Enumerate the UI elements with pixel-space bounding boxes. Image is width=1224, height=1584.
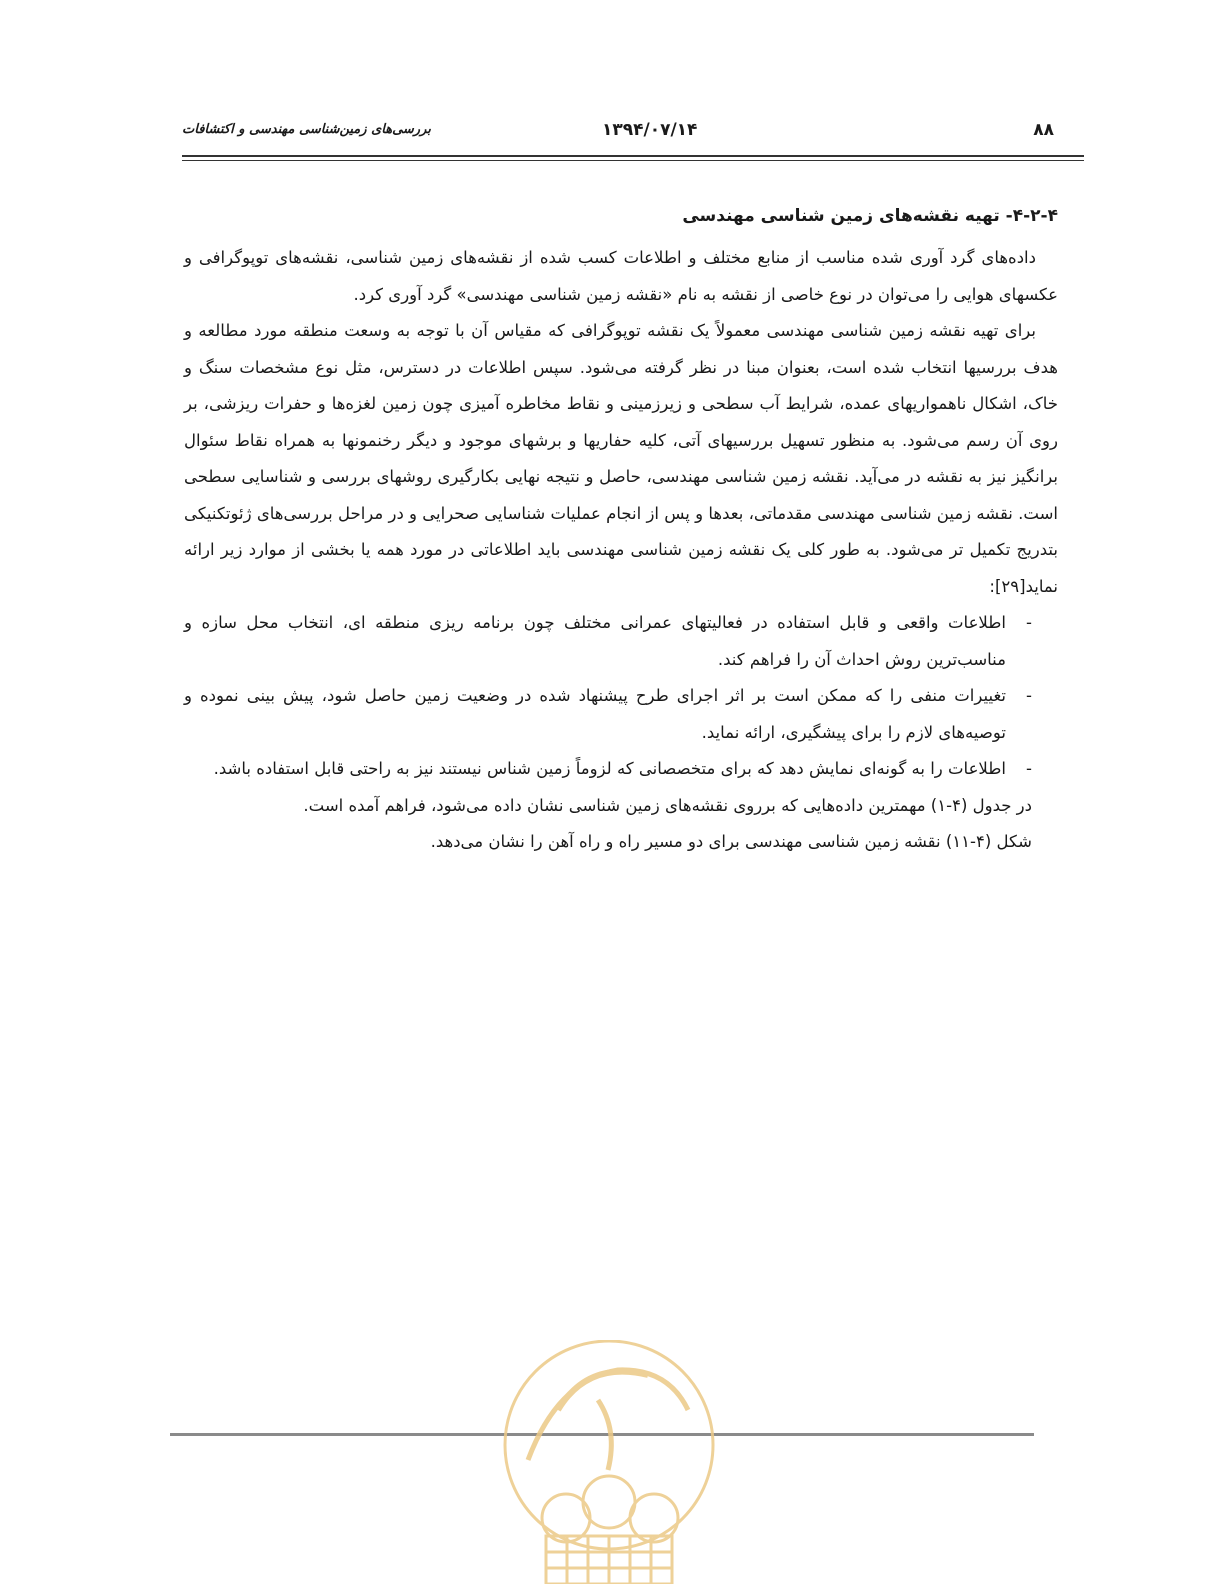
page-number: ۸۸ — [1033, 120, 1054, 140]
header-date: ۱۳۹۴/۰۷/۱۴ — [602, 120, 698, 140]
page-header — [182, 118, 1084, 146]
bullet-dash: - — [1026, 613, 1032, 632]
figure-reference: شکل (۴-۱۱) نقشه زمین شناسی مهندسی برای دو مسیر راه و راه آهن را نشان می‌دهد. — [430, 832, 1032, 851]
paragraph-method: برای تهیه نقشه زمین شناسی مهندسی معمولاً یک نقشه توپوگرافی که مقیاس آن با توجه به وسعت منطقه مورد مطالعه و هدف بررسیها انتخاب شده است، بعنوان مبنا در نظر گرفته می‌شود. سپس اطلاعات در دسترس، مثل نوع مشخصات سنگ و خاک، اشکال ناهمواریهای عمده، شرایط آب سطحی و زیرزمینی و نقاط مخاطره آمیزی چون زمین لغزه‌ها و حفرات ریزشی، بر روی آن رسم می‌شود. به منظور تسهیل بررسیهای آتی، کلیه حفاریها و برشهای موجود و دیگر رخنمونها به همراه نقاط سئوال برانگیز نیز به نقشه در می‌آید. نقشه زمین شناسی مهندسی، حاصل و نتیجه نهایی بکارگیری روشهای بررسی و شناسایی سطحی است. نقشه زمین شناسی مهندسی مقدماتی، بعدها و پس از انجام عملیات شناسایی صحرایی و در مراحل بررسی‌های ژئوتکنیکی بتدریج تکمیل تر می‌شود. به طور کلی یک نقشه زمین شناسی مهندسی باید اطلاعاتی در مورد همه یا بخشی از موارد زیر ارائه نماید[۲۹]: — [184, 321, 1058, 596]
section-heading: ۴-۲-۴- تهیه نقشه‌های زمین شناسی مهندسی — [682, 206, 1058, 226]
list-item — [184, 605, 1058, 678]
header-rule-thin — [182, 160, 1084, 161]
list-item — [184, 678, 1058, 751]
watermark-seal-icon — [498, 1340, 720, 1584]
running-title: بررسی‌های زمین‌شناسی مهندسی و اکتشافات — [182, 122, 431, 137]
bullet-dash: - — [1026, 759, 1032, 778]
list-item — [184, 751, 1058, 788]
paragraph-intro: داده‌های گرد آوری شده مناسب از منابع مختلف و اطلاعات کسب شده از نقشه‌های زمین شناسی، نقشه‌های توپوگرافی و عکسهای هوایی را می‌توان در نوع خاصی از نقشه به نام «نقشه زمین شناسی مهندسی» گرد آوری کرد. — [184, 248, 1058, 304]
bullet-dash: - — [1026, 686, 1032, 705]
table-reference: در جدول (۴-۱) مهمترین داده‌هایی که برروی نقشه‌های زمین شناسی نشان داده می‌شود، فراهم آمده است. — [303, 795, 1032, 815]
header-rule-thick — [182, 155, 1084, 157]
list-item-text: اطلاعات را به گونه‌ای نمایش دهد که برای متخصصانی که لزوماً زمین شناس نیستند نیز به راحتی قابل استفاده باشد. — [213, 759, 1006, 778]
requirements-list — [184, 605, 1058, 788]
list-item-text: تغییرات منفی را که ممکن است بر اثر اجرای طرح پیشنهاد شده در وضعیت زمین حاصل شود، پیش بینی نموده و توصیه‌های لازم را برای پیشگیری، ارائه نماید. — [184, 686, 1006, 742]
list-item-text: اطلاعات واقعی و قابل استفاده در فعالیتهای عمرانی مختلف چون برنامه ریزی منطقه ای، انتخاب محل سازه و مناسب‌ترین روش احداث آن را فراهم کند. — [184, 613, 1006, 669]
page-body — [184, 198, 1058, 861]
